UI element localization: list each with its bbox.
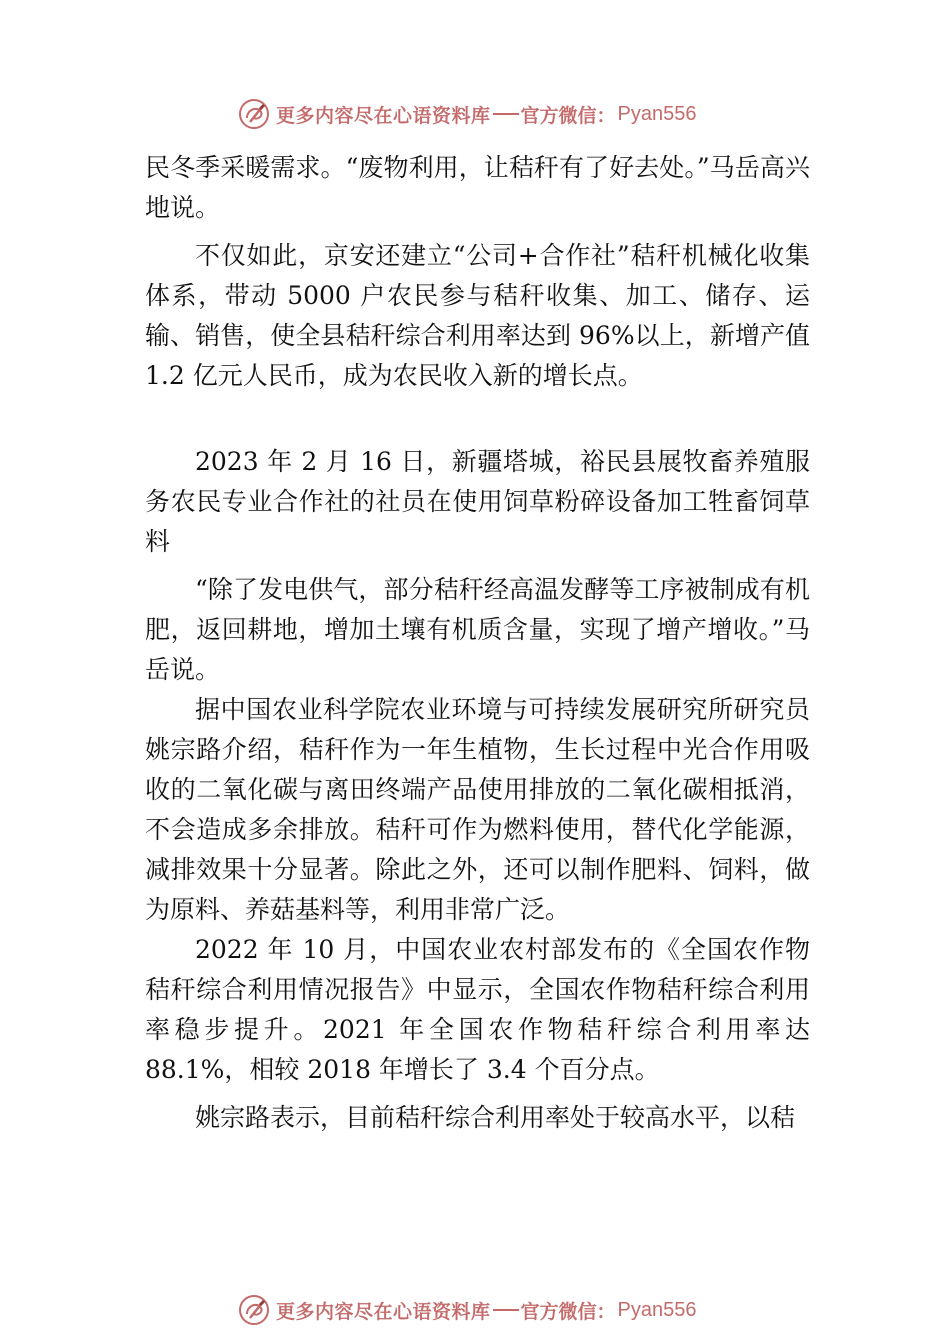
paragraph-4: 据中国农业科学院农业环境与可持续发展研究所研究员姚宗路介绍，秸秆作为一年生植物，生长过程中光合作用吸收的二氧化碳与离田终端产品使用排放的二氧化碳相抵消，不会造成多余排放。秸秆可作为燃料使用，替代化学能源，减排效果十分显著。除此之外，还可以制作肥料、饲料，做为原料、养菇基料等，利用非常广泛。 [145,695,810,924]
footer-watermark [238,1292,697,1328]
brain-pen-logo-icon [238,1294,270,1326]
watermark-dash [493,113,519,115]
watermark-site-text: 更多内容尽在心语资料库 [276,104,491,127]
watermark-wechat-label: 官方微信： [520,104,616,127]
watermark-wechat-id: Pyan556 [617,1298,697,1321]
paragraph-3: “除了发电供气，部分秸秆经高温发酵等工序被制成有机肥，返回耕地，增加土壤有机质含量，实现了增产增收。”马岳说。 [145,575,810,684]
watermark-wechat-id: Pyan556 [617,102,697,125]
watermark-site-text: 更多内容尽在心语资料库 [276,1300,491,1323]
watermark-dash [493,1309,519,1311]
document-body [145,148,810,1138]
paragraph-1: 民冬季采暖需求。“废物利用，让秸秆有了好去处。”马岳高兴地说。 [145,153,810,222]
watermark-wechat-label: 官方微信： [520,1300,616,1323]
brain-pen-logo-icon [238,98,270,130]
image-caption: 2023 年 2 月 16 日，新疆塔城，裕民县展牧畜养殖服务农民专业合作社的社员在使用饲草粉碎设备加工牲畜饲草料 [145,447,810,556]
paragraph-6: 姚宗路表示，目前秸秆综合利用率处于较高水平，以秸 [195,1103,796,1132]
header-watermark [238,96,697,132]
paragraph-5: 2022 年 10 月，中国农业农村部发布的《全国农作物秸秆综合利用情况报告》中显示，全国农作物秸秆综合利用率稳步提升。2021 年全国农作物秸秆综合利用率达 88.1%，相较 2018 年增长了 3.4 个百分点。 [145,935,810,1084]
paragraph-2: 不仅如此，京安还建立“公司+合作社”秸秆机械化收集体系，带动 5000 户农民参与秸秆收集、加工、储存、运输、销售，使全县秸秆综合利用率达到 96%以上，新增产值 1.2 亿元人民币，成为农民收入新的增长点。 [145,241,810,390]
